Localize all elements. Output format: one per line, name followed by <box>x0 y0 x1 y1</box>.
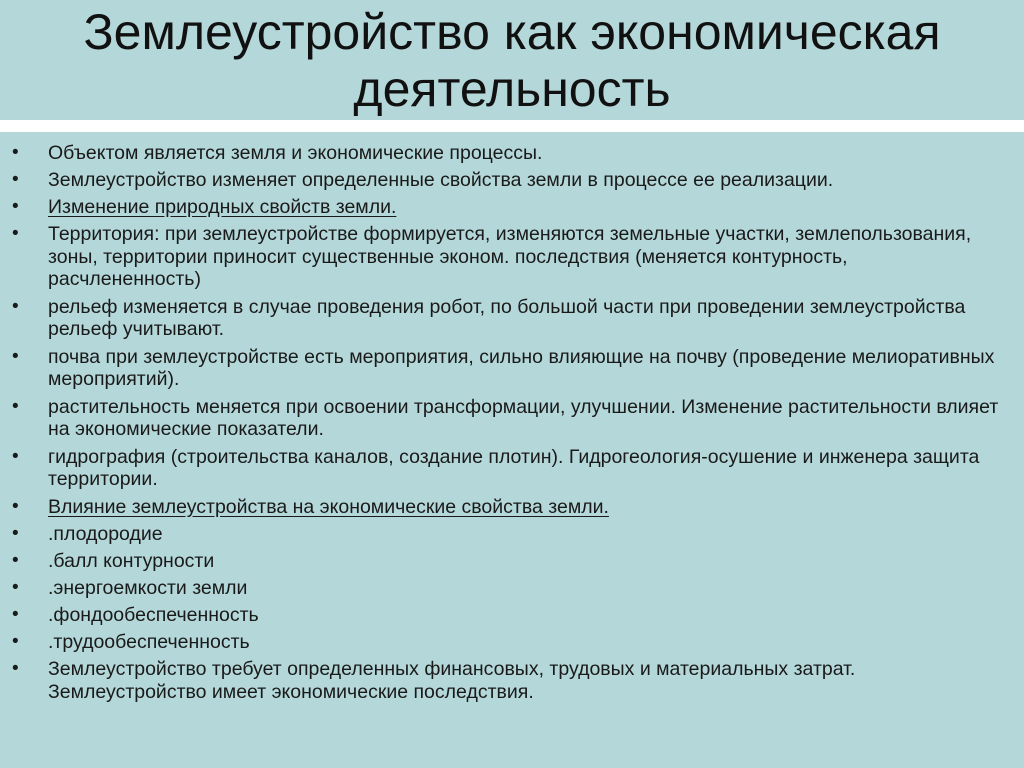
bullet-marker: • <box>12 223 19 245</box>
bullet-item-capital-supply <box>0 604 1024 627</box>
bullet-text: гидрография (строительства каналов, создание плотин). Гидрогеология-осушение и инженера защита территории. <box>48 445 980 491</box>
slide-content <box>0 142 1024 708</box>
bullet-marker: • <box>12 445 19 467</box>
title-band <box>0 0 1024 118</box>
bullet-text: Землеустройство изменяет определенные свойства земли в процессе ее реализации. <box>48 169 834 192</box>
bullet-text: .балл контурности <box>48 549 215 572</box>
bullet-text: почва при землеустройстве есть мероприятия, сильно влияющие на почву (проведение мелиоративных мероприятий). <box>48 345 995 391</box>
bullet-text: Объектом является земля и экономические процессы. <box>48 142 543 164</box>
bullet-text: .трудообеспеченность <box>48 631 250 654</box>
bullet-marker: • <box>12 169 19 191</box>
bullet-text: растительность меняется при освоении трансформации, улучшении. Изменение растительности влияет на экономические показатели. <box>48 395 999 441</box>
bullet-marker: • <box>12 142 19 163</box>
bullet-list <box>0 142 1024 703</box>
slide-title-line-2: деятельность <box>353 61 671 117</box>
bullet-marker: • <box>12 631 19 653</box>
bullet-marker: • <box>12 658 19 680</box>
bullet-text: Влияние землеустройства на экономические свойства земли. <box>48 495 609 518</box>
bullet-marker: • <box>12 549 19 571</box>
bullet-item-hydrography <box>0 446 1024 491</box>
bullet-item-natural-properties-heading <box>0 196 1024 219</box>
bullet-text: рельеф изменяется в случае проведения робот, по большой части при проведении землеустройства рельеф учитывают. <box>48 295 966 341</box>
bullet-item-fertility <box>0 523 1024 546</box>
bullet-text: .плодородие <box>48 522 163 545</box>
bullet-text: Землеустройство требует определенных финансовых, трудовых и материальных затрат. Землеустройство имеет экономические последствия. <box>48 658 856 703</box>
bullet-text: Изменение природных свойств земли. <box>48 196 397 219</box>
bullet-item-labor-supply <box>0 631 1024 654</box>
bullet-item-object <box>0 142 1024 165</box>
bullet-marker: • <box>12 196 19 218</box>
bullet-item-vegetation <box>0 396 1024 441</box>
bullet-text: Территория: при землеустройстве формируется, изменяются земельные участки, землепользования, зоны, территории приносит существенные эконом. последствия (меняется контурность, расчлененность) <box>48 223 972 291</box>
bullet-item-soil <box>0 346 1024 391</box>
bullet-marker: • <box>12 495 19 517</box>
bullet-item-relief <box>0 296 1024 341</box>
bullet-item-economic-properties-heading <box>0 496 1024 519</box>
title-divider <box>0 120 1024 132</box>
bullet-item-energy-intensity <box>0 577 1024 600</box>
bullet-item-costs-consequences <box>0 658 1024 703</box>
bullet-marker: • <box>12 577 19 599</box>
bullet-text: .энергоемкости земли <box>48 577 248 600</box>
bullet-item-contour-score <box>0 550 1024 573</box>
bullet-text: .фондообеспеченность <box>48 604 259 627</box>
slide-title <box>0 0 1024 118</box>
bullet-marker: • <box>12 295 19 317</box>
bullet-marker: • <box>12 395 19 417</box>
bullet-item-territory <box>0 223 1024 291</box>
bullet-marker: • <box>12 604 19 626</box>
bullet-marker: • <box>12 522 19 544</box>
bullet-marker: • <box>12 345 19 367</box>
bullet-item-properties-change <box>0 169 1024 192</box>
slide-title-line-1: Землеустройство как экономическая <box>83 4 941 60</box>
